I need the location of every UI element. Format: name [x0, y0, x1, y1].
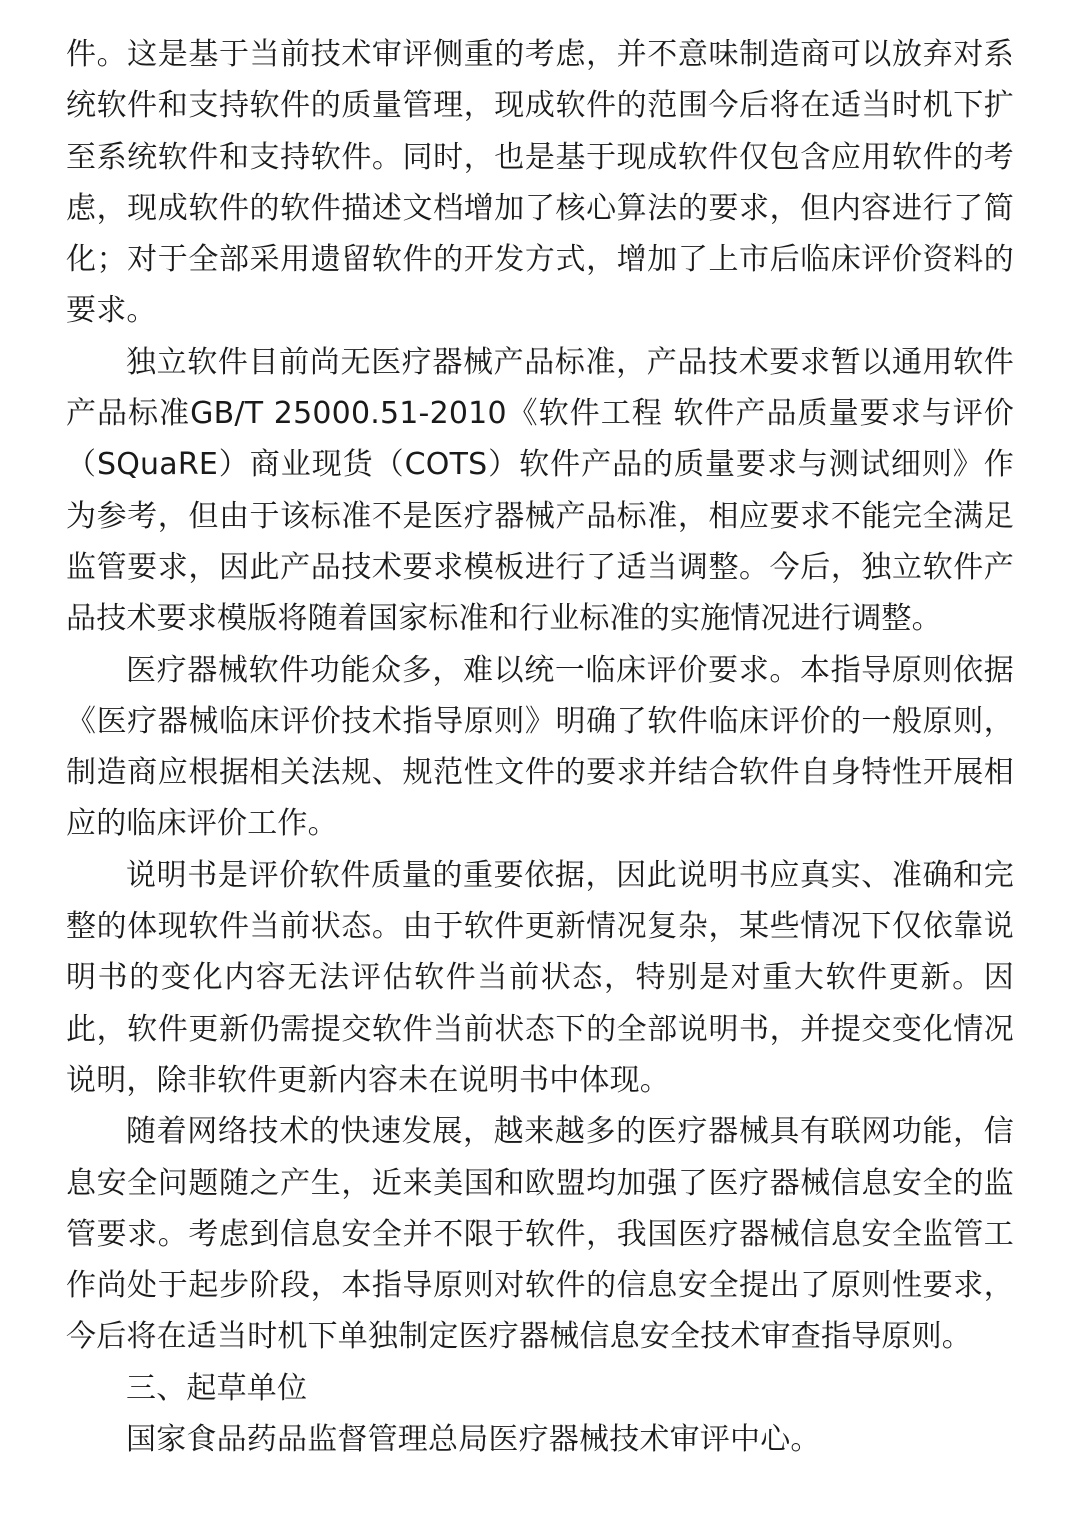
paragraph-clinical-evaluation: 医疗器械软件功能众多，难以统一临床评价要求。本指导原则依据《医疗器械临床评价技术指导原则》明确了软件临床评价的一般原则，制造商应根据相关法规、规范性文件的要求并结合软件自身特性开展相应的临床评价工作。 — [66, 652, 1014, 842]
paragraph-cybersecurity: 随着网络技术的快速发展，越来越多的医疗器械具有联网功能，信息安全问题随之产生，近来美国和欧盟均加强了医疗器械信息安全的监管要求。考虑到信息安全并不限于软件，我国医疗器械信息安全监管工作尚处于起步阶段，本指导原则对软件的信息安全提出了原则性要求，今后将在适当时机下单独制定医疗器械信息安全技术审查指导原则。 — [66, 1114, 1014, 1355]
paragraph-continuation: 件。这是基于当前技术审评侧重的考虑，并不意味制造商可以放弃对系统软件和支持软件的质量管理，现成软件的范围今后将在适当时机下扩至系统软件和支持软件。同时，也是基于现成软件仅包含应用软件的考虑，现成软件的软件描述文档增加了核心算法的要求，但内容进行了简化；对于全部采用遗留软件的开发方式，增加了上市后临床评价资料的要求。 — [66, 37, 1014, 329]
paragraph-instructions-for-use: 说明书是评价软件质量的重要依据，因此说明书应真实、准确和完整的体现软件当前状态。由于软件更新情况复杂，某些情况下仅依靠说明书的变化内容无法评估软件当前状态，特别是对重大软件更新。因此，软件更新仍需提交软件当前状态下的全部说明书，并提交变化情况说明，除非软件更新内容未在说明书中体现。 — [66, 857, 1014, 1098]
drafting-unit-text: 国家食品药品监督管理总局医疗器械技术审评中心。 — [126, 1422, 821, 1458]
paragraph-product-technical-requirements: 独立软件目前尚无医疗器械产品标准，产品技术要求暂以通用软件产品标准GB/T 25000.51-2010《软件工程 软件产品质量要求与评价（SQuaRE）商业现货（COTS）软件产品的质量要求与测试细则》作为参考，但由于该标准不是医疗器械产品标准，相应要求不能完全满足监管要求，因此产品技术要求模板进行了适当调整。今后，独立软件产品技术要求模版将随着国家标准和行业标准的实施情况进行调整。 — [66, 344, 1014, 637]
section-heading-drafting-unit: 三、起草单位 — [126, 1370, 308, 1406]
